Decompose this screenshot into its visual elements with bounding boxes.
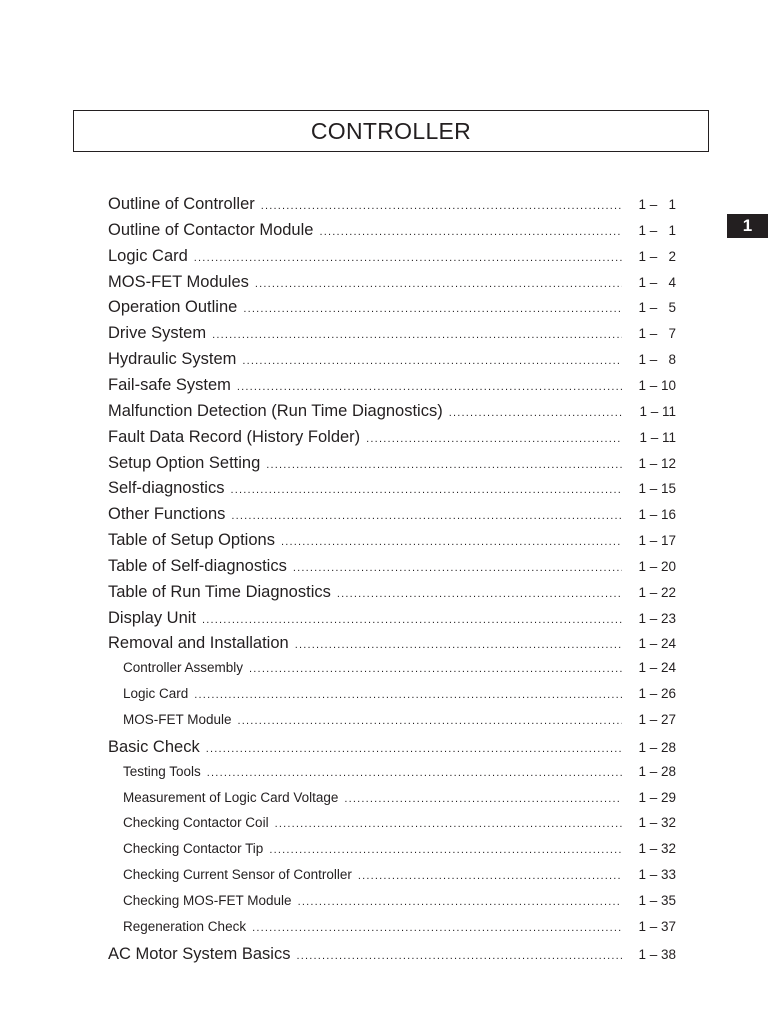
toc-entry bbox=[0, 505, 768, 524]
toc-leader-dots bbox=[298, 896, 622, 908]
toc-entry-label: Logic Card bbox=[108, 246, 188, 265]
toc-entry-label: Checking Current Sensor of Controller bbox=[123, 867, 352, 883]
toc-entry-page: 1 – 37 bbox=[638, 918, 676, 934]
toc-entry-page: 1 – 10 bbox=[638, 377, 676, 393]
toc-entry bbox=[0, 764, 768, 779]
toc-entry bbox=[0, 583, 768, 602]
toc-leader-dots bbox=[266, 459, 622, 471]
chapter-tab: 1 bbox=[727, 214, 768, 238]
toc-entry bbox=[0, 479, 768, 498]
toc-entry-page: 1 – 24 bbox=[638, 636, 676, 652]
toc-entry-page: 1 – 1 bbox=[638, 222, 676, 238]
toc-entry-label: MOS-FET Module bbox=[123, 712, 232, 727]
toc-entry-label: Basic Check bbox=[108, 737, 200, 756]
toc-leader-dots bbox=[449, 407, 622, 419]
toc-entry-page: 1 – 27 bbox=[638, 712, 676, 727]
toc-entry bbox=[0, 428, 768, 447]
toc-entry-page: 1 – 8 bbox=[638, 352, 676, 368]
toc-entry-label: Operation Outline bbox=[108, 298, 238, 317]
toc-entry-page: 1 – 33 bbox=[638, 867, 676, 883]
toc-entry-label: Table of Self-diagnostics bbox=[108, 556, 287, 575]
toc-entry-label: Display Unit bbox=[108, 608, 197, 627]
toc-entry-label: Malfunction Detection (Run Time Diagnostics) bbox=[108, 401, 443, 420]
toc-leader-dots bbox=[206, 743, 622, 755]
toc-leader-dots bbox=[366, 433, 622, 445]
toc-entry bbox=[0, 945, 768, 964]
toc-entry-label: Fail-safe System bbox=[108, 375, 231, 394]
toc-entry bbox=[0, 454, 768, 473]
toc-entry-label: Setup Option Setting bbox=[108, 453, 261, 472]
toc-entry bbox=[0, 557, 768, 576]
toc-entry-label: Table of Setup Options bbox=[108, 531, 275, 550]
toc-leader-dots bbox=[269, 844, 622, 856]
toc-entry bbox=[0, 531, 768, 550]
toc-entry-page: 1 – 11 bbox=[639, 429, 676, 445]
toc-entry-label: Checking Contactor Coil bbox=[123, 815, 269, 831]
toc-entry-label: AC Motor System Basics bbox=[108, 944, 291, 963]
toc-entry-page: 1 – 20 bbox=[638, 558, 676, 574]
toc-entry-page: 1 – 4 bbox=[638, 274, 676, 290]
toc-leader-dots bbox=[296, 950, 622, 962]
toc-leader-dots bbox=[242, 355, 622, 367]
toc-entry bbox=[0, 660, 768, 675]
toc-leader-dots bbox=[252, 922, 622, 934]
toc-entry bbox=[0, 298, 768, 317]
toc-leader-dots bbox=[230, 484, 622, 496]
toc-leader-dots bbox=[238, 715, 622, 727]
toc-entry-label: Drive System bbox=[108, 324, 207, 343]
toc-leader-dots bbox=[319, 226, 622, 238]
toc-entry-label: Regeneration Check bbox=[123, 918, 247, 934]
toc-entry-page: 1 – 15 bbox=[638, 481, 676, 497]
toc-entry-label: Checking MOS-FET Module bbox=[123, 892, 292, 908]
toc-entry-page: 1 – 1 bbox=[638, 197, 676, 212]
toc-entry-page: 1 – 26 bbox=[638, 686, 676, 702]
toc-entry-label: Testing Tools bbox=[123, 763, 201, 779]
page-title: CONTROLLER bbox=[310, 117, 472, 144]
toc-entry bbox=[0, 686, 768, 701]
toc-entry-page: 1 – 23 bbox=[638, 610, 676, 626]
toc-leader-dots bbox=[202, 614, 622, 626]
toc-leader-dots bbox=[243, 303, 622, 315]
toc-entry-label: Hydraulic System bbox=[108, 350, 237, 369]
toc-entry-page: 1 – 16 bbox=[638, 507, 676, 523]
toc-entry-page: 1 – 22 bbox=[638, 584, 676, 600]
toc-entry bbox=[0, 919, 768, 934]
toc-entry-page: 1 – 38 bbox=[638, 946, 676, 962]
toc-leader-dots bbox=[337, 588, 622, 600]
toc-leader-dots bbox=[358, 870, 622, 882]
toc-entry bbox=[0, 195, 768, 214]
toc-leader-dots bbox=[281, 536, 622, 548]
toc-entry-page: 1 – 17 bbox=[638, 533, 676, 549]
toc-entry-label: Removal and Installation bbox=[108, 634, 289, 653]
toc-entry-label: Checking Contactor Tip bbox=[123, 841, 264, 857]
toc-leader-dots bbox=[295, 639, 622, 651]
toc-leader-dots bbox=[344, 793, 622, 805]
toc-entry-label: Other Functions bbox=[108, 505, 226, 524]
toc-leader-dots bbox=[275, 818, 622, 830]
toc-leader-dots bbox=[237, 381, 622, 393]
toc-entry-label: Measurement of Logic Card Voltage bbox=[123, 789, 339, 805]
toc-entry bbox=[0, 221, 768, 240]
toc-entry-label: Outline of Controller bbox=[108, 195, 255, 213]
toc-entry-label: Outline of Contactor Module bbox=[108, 220, 314, 239]
toc-entry-page: 1 – 12 bbox=[638, 455, 676, 471]
toc-leader-dots bbox=[194, 252, 622, 264]
toc-entry-label: Fault Data Record (History Folder) bbox=[108, 427, 361, 446]
toc-entry-page: 1 – 29 bbox=[638, 789, 676, 805]
toc-entry-label: Logic Card bbox=[123, 686, 189, 702]
toc-entry bbox=[0, 247, 768, 266]
toc-entry bbox=[0, 867, 768, 882]
toc-entry bbox=[0, 350, 768, 369]
toc-entry-page: 1 – 2 bbox=[638, 248, 676, 264]
toc-entry-page: 1 – 7 bbox=[638, 326, 676, 342]
toc-leader-dots bbox=[194, 689, 622, 701]
toc-entry bbox=[0, 893, 768, 908]
toc-leader-dots bbox=[293, 562, 622, 574]
toc-leader-dots bbox=[255, 278, 622, 290]
toc-entry-page: 1 – 5 bbox=[638, 300, 676, 316]
toc-entry bbox=[0, 609, 768, 628]
toc-entry bbox=[0, 815, 768, 830]
toc-entry bbox=[0, 376, 768, 395]
toc-leader-dots bbox=[249, 663, 622, 675]
toc-entry-label: Controller Assembly bbox=[123, 660, 244, 676]
toc-leader-dots bbox=[207, 767, 622, 779]
toc-entry bbox=[0, 790, 768, 805]
toc-entry-label: Table of Run Time Diagnostics bbox=[108, 582, 331, 601]
toc-entry-page: 1 – 35 bbox=[638, 892, 676, 908]
toc-entry-page: 1 – 32 bbox=[638, 841, 676, 857]
toc-entry bbox=[0, 738, 768, 757]
toc-entry-page: 1 – 32 bbox=[638, 815, 676, 831]
toc-leader-dots bbox=[212, 329, 622, 341]
toc-entry-page: 1 – 24 bbox=[638, 660, 676, 676]
toc-entry bbox=[0, 273, 768, 292]
toc-entry-label: MOS-FET Modules bbox=[108, 272, 249, 291]
toc-leader-dots bbox=[261, 200, 622, 212]
toc-entry bbox=[0, 712, 768, 727]
toc-leader-dots bbox=[231, 510, 622, 522]
toc-entry-page: 1 – 11 bbox=[639, 403, 676, 419]
toc-entry bbox=[0, 324, 768, 343]
toc-entry-page: 1 – 28 bbox=[638, 763, 676, 779]
toc-entry bbox=[0, 841, 768, 856]
toc-entry bbox=[0, 402, 768, 421]
toc-entry-page: 1 – 28 bbox=[638, 739, 676, 755]
toc-entry bbox=[0, 634, 768, 653]
toc-entry-label: Self-diagnostics bbox=[108, 479, 225, 498]
